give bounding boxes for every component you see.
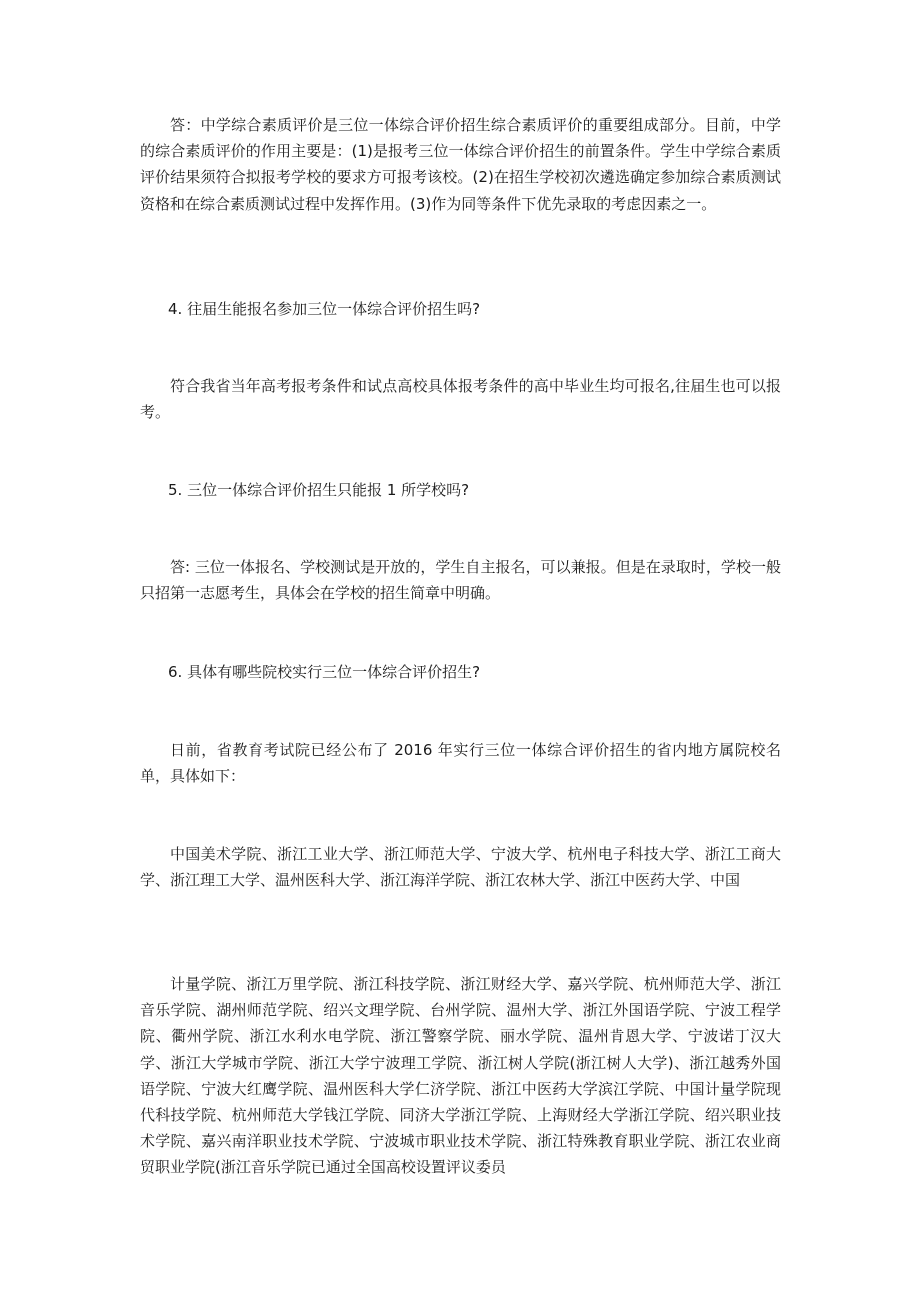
school-list-part-2: 计量学院、浙江万里学院、浙江科技学院、浙江财经大学、嘉兴学院、杭州师范大学、浙江音乐学院、湖州师范学院、绍兴文理学院、台州学院、温州大学、浙江外国语学院、宁波工程学院、衢州学院、浙江水利水电学院、浙江警察学院、丽水学院、温州肯恩大学、宁波诺丁汉大学、浙江大学城市学院、浙江大学宁波理工学院、浙江树人学院(浙江树人大学)、浙江越秀外国语学院、宁波大红鹰学院、温州医科大学仁济学院、浙江中医药大学滨江学院、中国计量学院现代科技学院、杭州师范大学钱江学院、同济大学浙江学院、上海财经大学浙江学院、绍兴职业技术学院、嘉兴南洋职业技术学院、宁波城市职业技术学院、浙江特殊教育职业学院、浙江农业商贸职业学院(浙江音乐学院已通过全国高校设置评议委员 [140,975,781,1177]
question-6-answer: 日前，省教育考试院已经公布了 2016 年实行三位一体综合评价招生的省内地方属院校名单，具体如下： [140,741,781,786]
question-4-heading: 4. 往届生能报名参加三位一体综合评价招生吗? [168,300,481,318]
question-5-heading: 5. 三位一体综合评价招生只能报 1 所学校吗? [168,481,470,499]
school-list-part-1: 中国美术学院、浙江工业大学、浙江师范大学、宁波大学、杭州电子科技大学、浙江工商大学、浙江理工大学、温州医科大学、浙江海洋学院、浙江农林大学、浙江中医药大学、中国 [140,845,781,890]
question-4-answer: 符合我省当年高考报考条件和试点高校具体报考条件的高中毕业生均可报名,往届生也可以报考。 [140,377,781,422]
question-5-answer: 答: 三位一体报名、学校测试是开放的，学生自主报名，可以兼报。但是在录取时，学校一般只招第一志愿考生，具体会在学校的招生简章中明确。 [140,558,781,603]
intro-answer-paragraph: 答：中学综合素质评价是三位一体综合评价招生综合素质评价的重要组成部分。目前，中学的综合素质评价的作用主要是：(1)是报考三位一体综合评价招生的前置条件。学生中学综合素质评价结果须符合拟报考学校的要求方可报考该校。(2)在招生学校初次遴选确定参加综合素质测试资格和在综合素质测试过程中发挥作用。(3)作为同等条件下优先录取的考虑因素之一。 [140,116,781,213]
question-6-heading: 6. 具体有哪些院校实行三位一体综合评价招生? [168,663,481,681]
